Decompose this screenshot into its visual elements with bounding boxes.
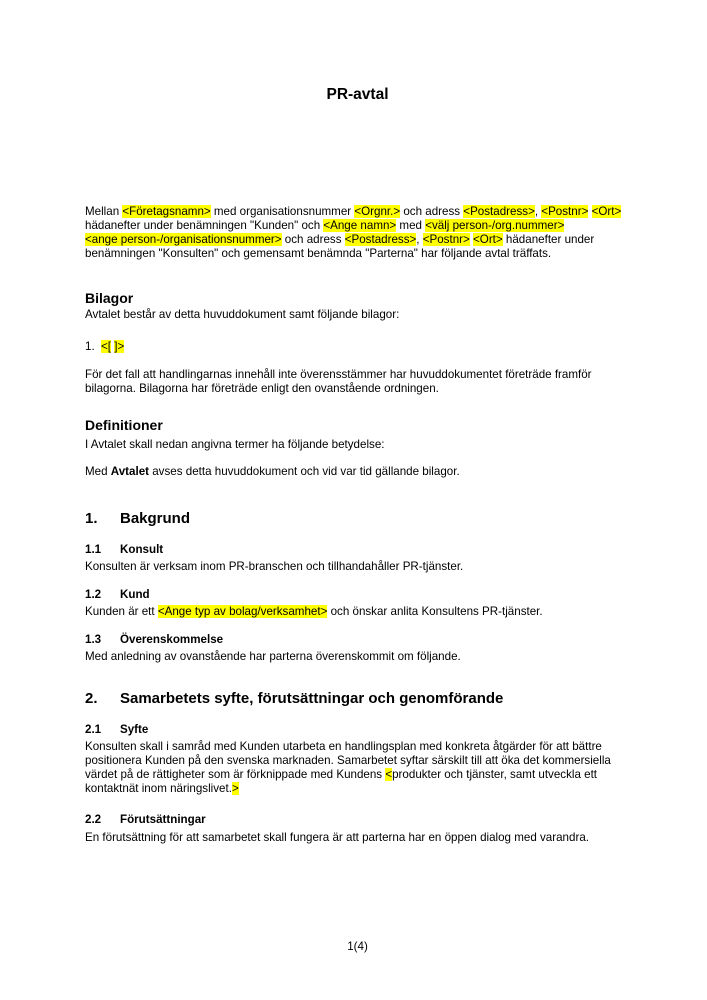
list-number: 1. xyxy=(85,340,95,353)
highlighted-placeholder: < xyxy=(385,768,393,781)
text-run: , xyxy=(416,233,423,246)
text-run: med xyxy=(396,219,426,232)
konsult-text xyxy=(85,560,630,574)
heading-bilagor xyxy=(85,290,630,306)
heading-1-bakgrund xyxy=(85,510,630,527)
highlighted-placeholder: <välj person-/org.nummer> xyxy=(425,219,565,232)
heading-2-samarbetets-syfte xyxy=(85,690,630,707)
text-run: Mellan xyxy=(85,205,123,218)
page-number: 1(4) xyxy=(347,940,368,953)
heading-label: Syfte xyxy=(120,723,149,736)
heading-label: Kund xyxy=(120,588,150,601)
highlighted-placeholder: > xyxy=(231,782,239,795)
bilaga-item-1 xyxy=(85,340,630,354)
heading-1-3-overenskommelse xyxy=(85,633,630,647)
heading-2-1-syfte xyxy=(85,723,630,737)
text-run: produkter och tjänster, samt utveckla ett kontaktnät inom näringslivet. xyxy=(85,768,598,795)
highlighted-placeholder: <Företagsnamn> xyxy=(122,205,211,218)
heading-label: Förutsättningar xyxy=(120,813,206,826)
text-run: I Avtalet skall nedan angivna termer ha följande betydelse: xyxy=(85,438,385,451)
heading-definitioner xyxy=(85,417,630,433)
text-run: och önskar anlita Konsultens PR-tjänster. xyxy=(327,605,543,618)
highlighted-placeholder: <Postnr> xyxy=(541,205,589,218)
syfte-text xyxy=(85,740,630,796)
highlighted-placeholder: <[ xyxy=(101,340,111,353)
text-run: En förutsättning för att samarbetet skall fungera är att parterna har en öppen dialog med varandra. xyxy=(85,831,589,844)
text-run: och adress xyxy=(400,205,464,218)
heading-1-2-kund xyxy=(85,588,630,602)
highlighted-placeholder: <Postadress> xyxy=(463,205,535,218)
text-run: avses detta huvuddokument och vid var tid gällande bilagor. xyxy=(149,465,460,478)
heading-number: 2.2 xyxy=(85,813,102,826)
heading-number: 1.1 xyxy=(85,543,102,556)
bilagor-intro xyxy=(85,308,630,322)
highlighted-placeholder: <Postadress> xyxy=(344,233,417,246)
highlighted-placeholder: <Ort> xyxy=(591,205,622,218)
heading-number: 1.2 xyxy=(85,588,102,601)
text-run: Konsulten är verksam inom PR-branschen och tillhandahåller PR-tjänster. xyxy=(85,560,464,573)
document-title: PR-avtal xyxy=(326,86,389,103)
bilagor-precedence xyxy=(85,368,630,396)
heading-number: 2. xyxy=(85,690,98,707)
highlighted-placeholder: <Postnr> xyxy=(422,233,470,246)
forutsattningar-text xyxy=(85,831,630,845)
document-body xyxy=(85,205,630,845)
text-run: Med anledning av ovanstående har parterna överenskommit om följande. xyxy=(85,650,461,663)
heading-label: Bakgrund xyxy=(120,510,191,527)
text-run: Kunden är ett xyxy=(85,605,158,618)
text-run: hädanefter under benämningen "Kunden" och xyxy=(85,219,324,232)
highlighted-placeholder: <Ange typ av bolag/verksamhet> xyxy=(157,605,328,618)
kund-text xyxy=(85,605,630,619)
text-run: Konsulten skall i samråd med Kunden utarbeta en handlingsplan med konkreta åtgärder för att bättre positionera Kunden på den svenska marknaden. Samarbetet syftar särskilt till att öka det kommersiella värdet på de rättigheter som är förknippade med Kundens xyxy=(85,740,611,781)
overenskommelse-text xyxy=(85,650,630,664)
definitioner-intro xyxy=(85,438,630,452)
text-run: Avtalet består av detta huvuddokument samt följande bilagor: xyxy=(85,308,400,321)
heading-label: Bilagor xyxy=(85,290,134,306)
text-run: För det fall att handlingarnas innehåll inte överensstämmer har huvuddokumentet företräde framför bilagorna. Bilagorna har företräde enligt den ovanstående ordningen. xyxy=(85,368,592,395)
heading-number: 1. xyxy=(85,510,98,527)
text-run: , xyxy=(534,205,542,218)
intro-paragraph xyxy=(85,205,630,261)
highlighted-placeholder: <ange person-/organisationsnummer> xyxy=(85,233,282,246)
highlighted-placeholder: <Ange namn> xyxy=(323,219,397,232)
text-run: och adress xyxy=(281,233,345,246)
highlighted-placeholder: <Ort> xyxy=(473,233,503,246)
heading-number: 1.3 xyxy=(85,633,102,646)
heading-number: 2.1 xyxy=(85,723,102,736)
text-run: hädanefter under benämningen "Konsulten" och gemensamt benämnda "Parterna" har följande avtal träffats. xyxy=(85,233,595,260)
heading-label: Definitioner xyxy=(85,417,163,433)
heading-label: Samarbetets syfte, förutsättningar och genomförande xyxy=(120,690,504,707)
definition-avtalet xyxy=(85,465,630,479)
heading-label: Överenskommelse xyxy=(120,633,224,646)
highlighted-placeholder: ]> xyxy=(114,340,125,353)
highlighted-placeholder: <Orgnr.> xyxy=(354,205,401,218)
heading-label: Konsult xyxy=(120,543,164,556)
text-run: med organisationsnummer xyxy=(210,205,355,218)
heading-1-1-konsult xyxy=(85,543,630,557)
bold-run: Avtalet xyxy=(110,465,150,478)
heading-2-2-forutsattningar xyxy=(85,813,630,827)
text-run: Med xyxy=(85,465,111,478)
